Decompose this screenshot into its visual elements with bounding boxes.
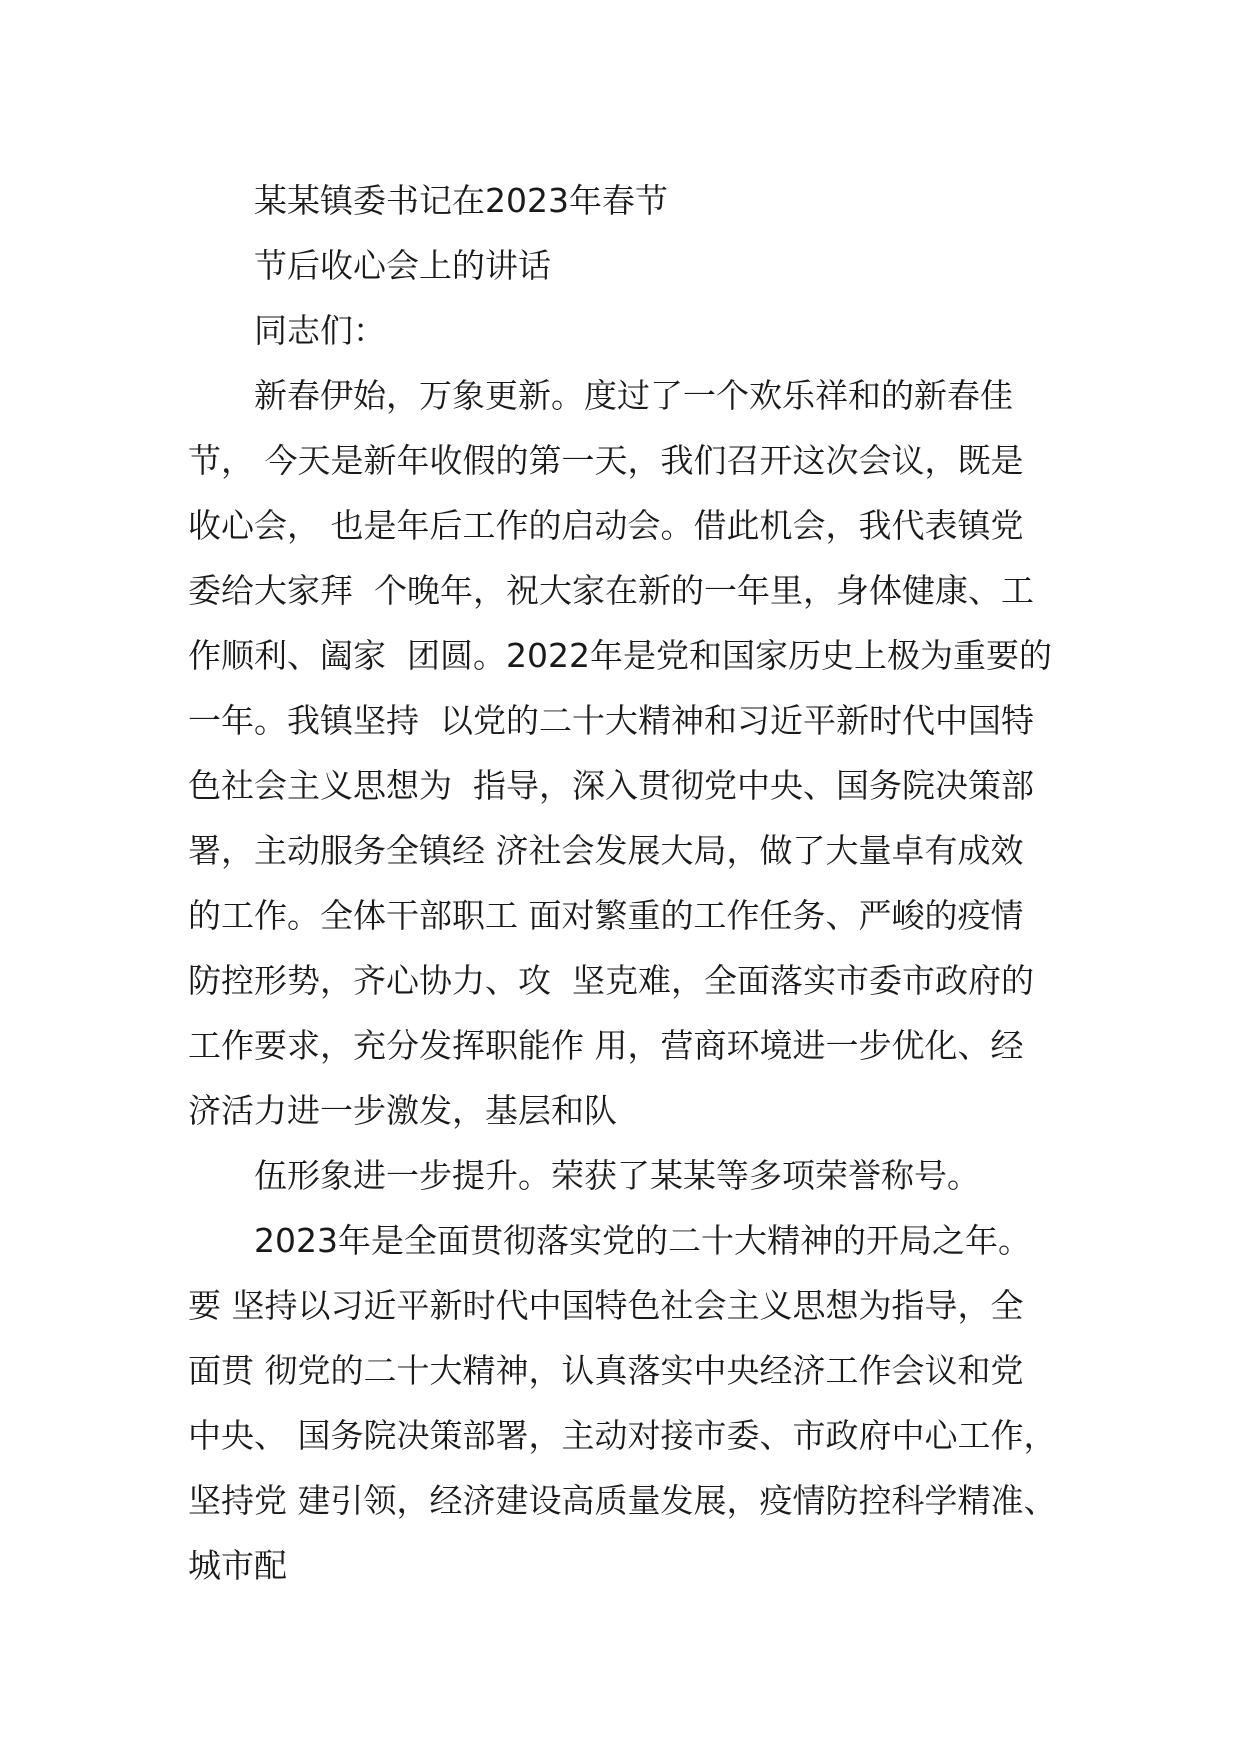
body-line: 委给大家拜 个晚年，祝大家在新的一年里，身体健康、工	[188, 571, 1034, 610]
body-line: 作顺利、阖家 团圆。2022年是党和国家历史上极为重要的	[188, 636, 1052, 675]
body-line: 色社会主义思想为 指导，深入贯彻党中央、国务院决策部	[188, 766, 1034, 805]
body-line: 坚持党 建引领，经济建设高质量发展，疫情防控科学精准、	[188, 1481, 1057, 1520]
title-line-1: 某某镇委书记在2023年春节	[254, 181, 668, 220]
body-line: 署，主动服务全镇经 济社会发展大局，做了大量卓有成效	[188, 831, 1024, 870]
body-line: 中央、 国务院决策部署，主动对接市委、市政府中心工作，	[188, 1416, 1057, 1455]
body-line: 新春伊始，万象更新。度过了一个欢乐祥和的新春佳	[254, 376, 1013, 415]
body-line: 节， 今天是新年收假的第一天，我们召开这次会议，既是	[188, 441, 1024, 480]
speech-body	[188, 363, 1068, 1598]
body-line: 济活力进一步激发，基层和队	[188, 1091, 617, 1130]
title-line-2: 节后收心会上的讲话	[254, 246, 551, 285]
body-line: 收心会， 也是年后工作的启动会。借此机会，我代表镇党	[188, 506, 1024, 545]
body-line: 的工作。全体干部职工 面对繁重的工作任务、严峻的疫情	[188, 896, 1024, 935]
body-line: 工作要求，充分发挥职能作 用，营商环境进一步优化、经	[188, 1026, 1024, 1065]
body-line: 2023年是全面贯彻落实党的二十大精神的开局之年。	[254, 1221, 1031, 1260]
body-line: 城市配	[188, 1546, 287, 1585]
body-line: 伍形象进一步提升。荣获了某某等多项荣誉称号。	[254, 1156, 980, 1195]
body-line: 要 坚持以习近平新时代中国特色社会主义思想为指导，全	[188, 1286, 1024, 1325]
body-line: 防控形势，齐心协力、攻 坚克难，全面落实市委市政府的	[188, 961, 1034, 1000]
body-line: 一年。我镇坚持 以党的二十大精神和习近平新时代中国特	[188, 701, 1034, 740]
body-line: 面贯 彻党的二十大精神，认真落实中央经济工作会议和党	[188, 1351, 1024, 1390]
speech-text	[188, 168, 1068, 1598]
salutation: 同志们：	[254, 311, 386, 350]
